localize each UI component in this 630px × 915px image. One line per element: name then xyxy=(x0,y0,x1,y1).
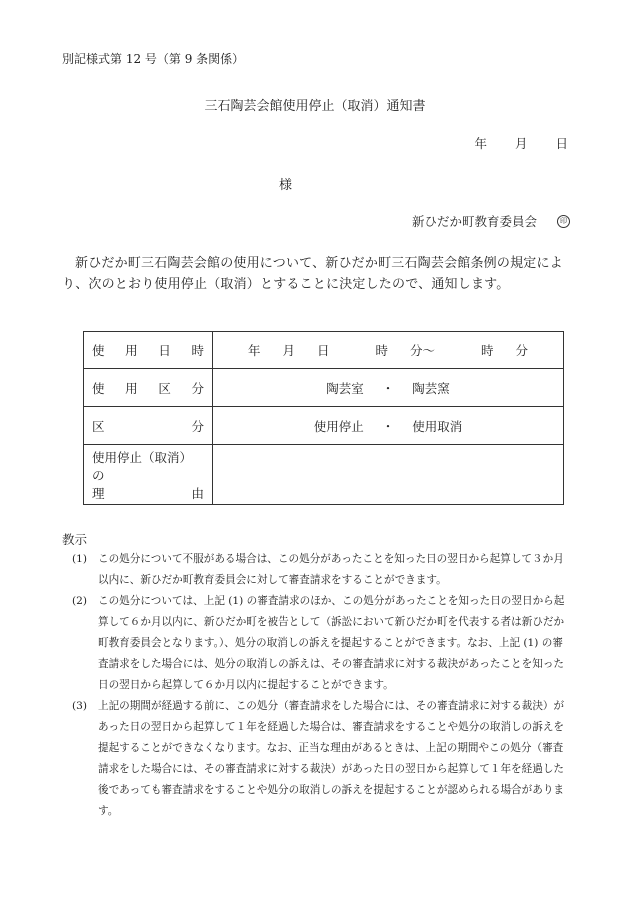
label-char: 使 xyxy=(92,343,105,358)
label-char: 分 xyxy=(191,418,204,434)
label-char: 区 xyxy=(92,418,105,434)
value-category[interactable] xyxy=(213,407,564,445)
label-usage-datetime xyxy=(84,332,213,369)
datetime-minute-end: 分 xyxy=(515,343,529,358)
notice-item xyxy=(62,549,572,591)
sender-line xyxy=(412,212,570,230)
label-char: 用 xyxy=(125,343,138,358)
datetime-minute-start: 分〜 xyxy=(410,343,436,358)
datetime-hour-start: 時 xyxy=(375,343,388,358)
body-paragraph: 新ひだか町三石陶芸会館の使用について、新ひだか町三石陶芸会館条例の規定により、次のとおり使用停止（取消）とすることに決定したので、通知します。 xyxy=(62,256,563,292)
option-cancellation[interactable]: 使用取消 xyxy=(412,418,463,434)
notice-heading: 教示 xyxy=(62,532,88,547)
notice-item-text: 上記の期間が経過する前に、この処分（審査請求をした場合には、その審査請求に対する裁決）があった日の翌日から起算して１年を経過した場合は、審査請求をすることや処分の取消しの訴えを提起することができなくなります。なお、正当な理由があるときは、上記の期間やこの処分（審査請求をした場合には、その審査請求に対する裁決）があった日の翌日から起算して１年を経過した後であっても審査請求をすることや処分の取消しの訴えを提起することが認められる場合があります。 xyxy=(98,700,565,817)
option-separator: ・ xyxy=(381,418,395,434)
date-line xyxy=(474,134,568,152)
label-char: 時 xyxy=(191,343,204,358)
label-char: 由 xyxy=(191,485,204,501)
notice-item-text: この処分については、上記 (1) の審査請求のほか、この処分があったことを知った日の翌日から起算して６か月以内に、新ひだか町を被告として（訴訟において新ひだか町を代表する者は新ひだか町教育委員会となります。）、処分の取消しの訴えを提起することができます。なお、上記 (1) の審査請求をした場合には、処分の取消しの訴えは、その審査請求に対する裁決があったことを知った日の翌日から起算して６か月以内に提起することができます。 xyxy=(98,595,565,691)
table-row-reason xyxy=(84,445,564,505)
addressee-suffix: 様 xyxy=(279,178,293,193)
date-day: 日 xyxy=(555,136,568,151)
notice-item-number: (3) xyxy=(72,700,88,712)
seal-mark: 印 xyxy=(557,215,570,228)
value-reason[interactable] xyxy=(213,445,564,505)
document-title: 三石陶芸会館使用停止（取消）通知書 xyxy=(204,99,426,114)
date-month: 月 xyxy=(514,136,528,151)
date-year: 年 xyxy=(474,136,487,151)
label-category xyxy=(84,407,213,445)
form-number: 別記様式第 12 号（第 9 条関係） xyxy=(62,52,245,66)
label-char: 理 xyxy=(92,485,105,501)
value-usage-datetime[interactable] xyxy=(213,332,564,369)
table-row-category xyxy=(84,407,564,445)
sender-name: 新ひだか町教育委員会 xyxy=(411,214,537,229)
notice-item xyxy=(62,591,572,696)
datetime-hour-end: 時 xyxy=(481,343,494,358)
table-row-datetime xyxy=(84,332,564,369)
label-char: 用 xyxy=(125,380,138,396)
value-usage-type[interactable] xyxy=(213,369,564,407)
label-char: 使 xyxy=(92,380,105,396)
label-char: 分 xyxy=(191,380,204,396)
label-reason xyxy=(84,445,213,505)
label-char: 区 xyxy=(158,380,171,396)
notice-item-number: (1) xyxy=(72,553,88,565)
label-char: 日 xyxy=(158,343,171,358)
datetime-year: 年 xyxy=(247,343,261,358)
option-pottery-kiln[interactable]: 陶芸窯 xyxy=(412,380,450,396)
option-separator: ・ xyxy=(381,380,395,396)
table-row-usage-type xyxy=(84,369,564,407)
notice-item-number: (2) xyxy=(72,595,88,607)
label-reason-line1: 使用停止（取消）の xyxy=(92,449,193,483)
notice-list xyxy=(62,549,572,822)
datetime-month: 月 xyxy=(282,343,295,358)
notice-item-text: この処分について不服がある場合は、この処分があったことを知った日の翌日から起算して３か月以内に、新ひだか町教育委員会に対して審査請求をすることができます。 xyxy=(98,553,564,586)
option-suspension[interactable]: 使用停止 xyxy=(313,418,364,434)
datetime-day: 日 xyxy=(316,343,330,358)
notice-item xyxy=(62,696,572,822)
option-pottery-room[interactable]: 陶芸室 xyxy=(326,380,364,396)
usage-info-table xyxy=(83,331,564,505)
label-usage-type xyxy=(84,369,213,407)
